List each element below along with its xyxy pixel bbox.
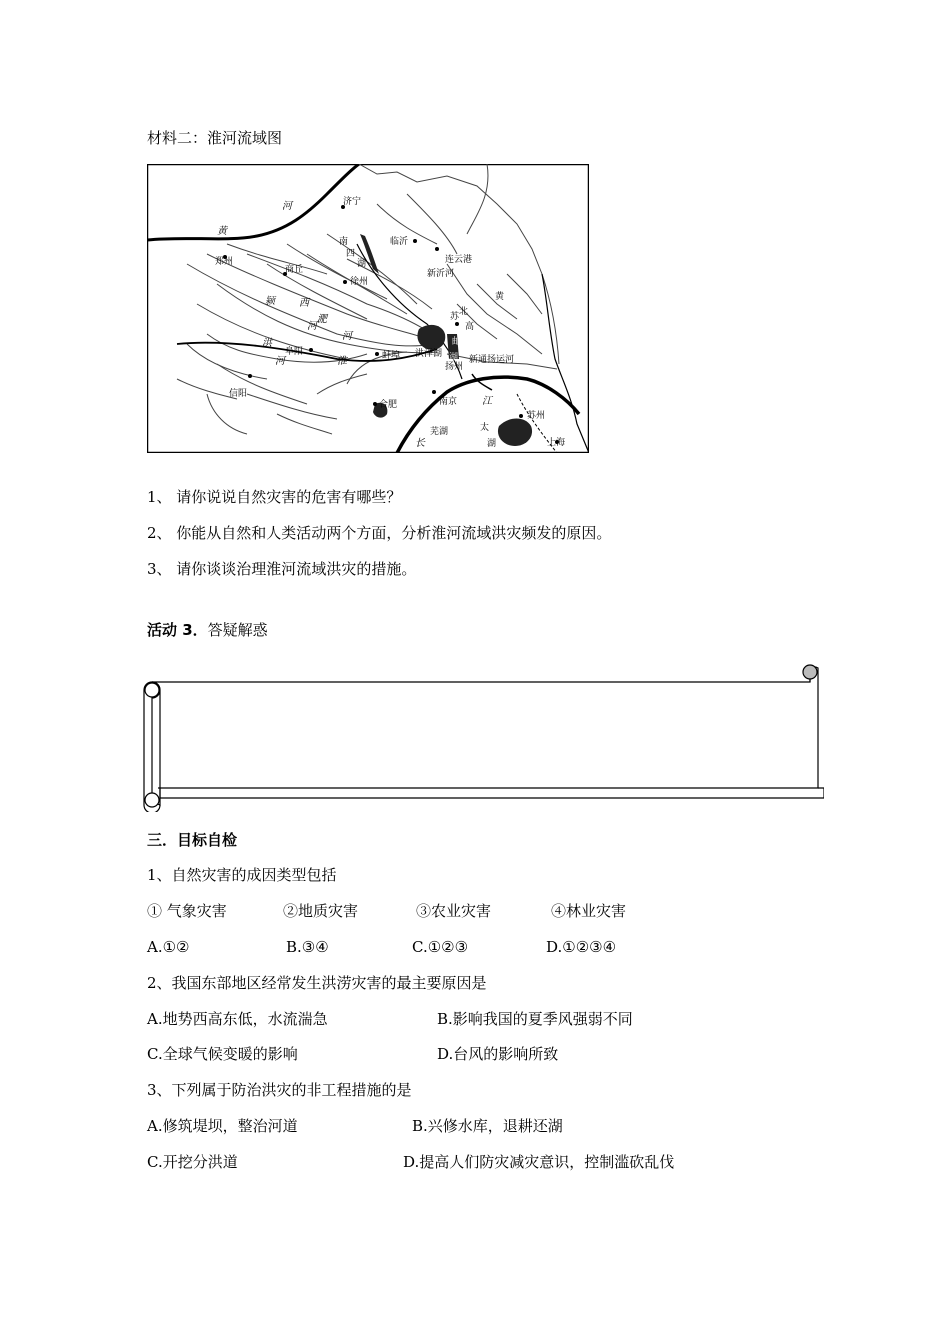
q2-option-c: C.全球气候变暖的影响	[147, 1045, 298, 1063]
question-3: 3、 请你谈谈治理淮河流域洪灾的措施。	[147, 560, 417, 578]
map-label-xuzhou: 徐州	[350, 277, 369, 287]
map-label-xintongyang: 新通扬运河	[469, 355, 515, 365]
map-label-xinyang: 信阳	[229, 389, 248, 399]
q2-option-a: A.地势西高东低，水流湍急	[147, 1010, 328, 1028]
map-label-tai-1: 太	[480, 423, 490, 433]
q3-option-a: A.修筑堤坝，整治河道	[147, 1117, 298, 1135]
map-label-huai-2: 河	[342, 331, 352, 342]
map-label-jining: 济宁	[343, 197, 362, 207]
q1-option-c: C.①②③	[412, 938, 469, 956]
answer-scroll-box	[138, 660, 824, 812]
map-label-yangzhou: 扬州	[445, 362, 464, 372]
map-label-nansi-2: 四	[346, 249, 356, 259]
map-label-hong-1: 洪	[262, 338, 272, 349]
map-label-subei-1: 苏	[450, 312, 460, 322]
q1-option-a: A.①②	[147, 938, 190, 956]
q3-option-c: C.开挖分洪道	[147, 1153, 238, 1171]
map-label-zhengzhou: 郑州	[215, 257, 234, 267]
q1-stem: 1、自然灾害的成因类型包括	[147, 866, 337, 884]
q2-option-b: B.影响我国的夏季风强弱不同	[437, 1010, 633, 1028]
map-label-suzhou: 苏州	[527, 411, 546, 421]
q1-item-2: ②地质灾害	[283, 902, 359, 920]
map-label-xifei-1: 西	[299, 298, 309, 309]
map-label-gaoyou-3: 湖	[449, 353, 459, 363]
map-label-xifei-2: 淝	[317, 314, 327, 325]
q2-stem: 2、我国东部地区经常发生洪涝灾害的最主要原因是	[147, 974, 487, 992]
q3-option-d: D.提高人们防灾减灾意识，控制滥砍乱伐	[403, 1153, 675, 1171]
map-label-he: 河	[282, 201, 292, 212]
question-1: 1、 请你说说自然灾害的危害有哪些？	[147, 488, 402, 506]
map-label-hefei: 合肥	[379, 400, 398, 410]
q1-option-d: D.①②③④	[546, 938, 617, 956]
map-label-linyi: 临沂	[390, 237, 409, 247]
map-label-xifei-3: 河	[307, 321, 317, 332]
map-label-tai-2: 湖	[487, 439, 497, 449]
map-label-hongze: 洪泽湖	[415, 349, 443, 359]
map-label-bengbu: 蚌埠	[382, 351, 401, 361]
map-label-xinyi-river: 新沂河	[427, 269, 455, 279]
map-label-gaoyou-2: 邮	[452, 337, 462, 347]
activity3-label: 活动 3．	[147, 621, 208, 639]
section3-title: 三．目标自检	[147, 831, 238, 849]
map-label-huai-1: 淮	[337, 356, 347, 367]
huaihe-basin-map	[147, 164, 589, 453]
q1-item-4: ④林业灾害	[551, 902, 627, 920]
material-title: 材料二：淮河流域图	[147, 129, 283, 147]
map-label-hong-2: 河	[275, 356, 285, 367]
map-label-shanghai: 上海	[547, 438, 566, 448]
map-label-fuyang: 阜阳	[285, 347, 304, 357]
map-label-lianyungang: 连云港	[445, 255, 473, 265]
map-label-ying-1: 颍	[265, 296, 275, 307]
map-label-chang: 长	[415, 438, 425, 449]
q3-stem: 3、下列属于防治洪灾的非工程措施的是	[147, 1081, 412, 1099]
activity3-text: 答疑解惑	[207, 621, 268, 639]
q1-item-1: ① 气象灾害	[147, 902, 227, 920]
map-label-huang2: 黄	[495, 292, 505, 302]
map-label-gaoyou-1: 高	[465, 322, 475, 332]
map-label-huang: 黄	[217, 226, 227, 237]
map-label-jiang: 江	[482, 396, 492, 407]
q1-item-3: ③农业灾害	[416, 902, 492, 920]
activity3-heading	[147, 620, 268, 640]
map-label-nansi-3: 湖	[357, 259, 367, 269]
q3-option-b: B.兴修水库，退耕还湖	[412, 1117, 563, 1135]
question-2: 2、 你能从自然和人类活动两个方面，分析淮河流域洪灾频发的原因。	[147, 524, 612, 542]
q1-option-b: B.③④	[286, 938, 329, 956]
map-label-wuhu: 芜湖	[430, 427, 449, 437]
map-label-subei-2: 北	[459, 307, 469, 317]
map-label-nanjing: 南京	[439, 397, 458, 407]
map-label-nansi-1: 南	[339, 237, 349, 247]
q2-option-d: D.台风的影响所致	[437, 1045, 559, 1063]
map-label-shangqiu: 商丘	[285, 265, 304, 275]
